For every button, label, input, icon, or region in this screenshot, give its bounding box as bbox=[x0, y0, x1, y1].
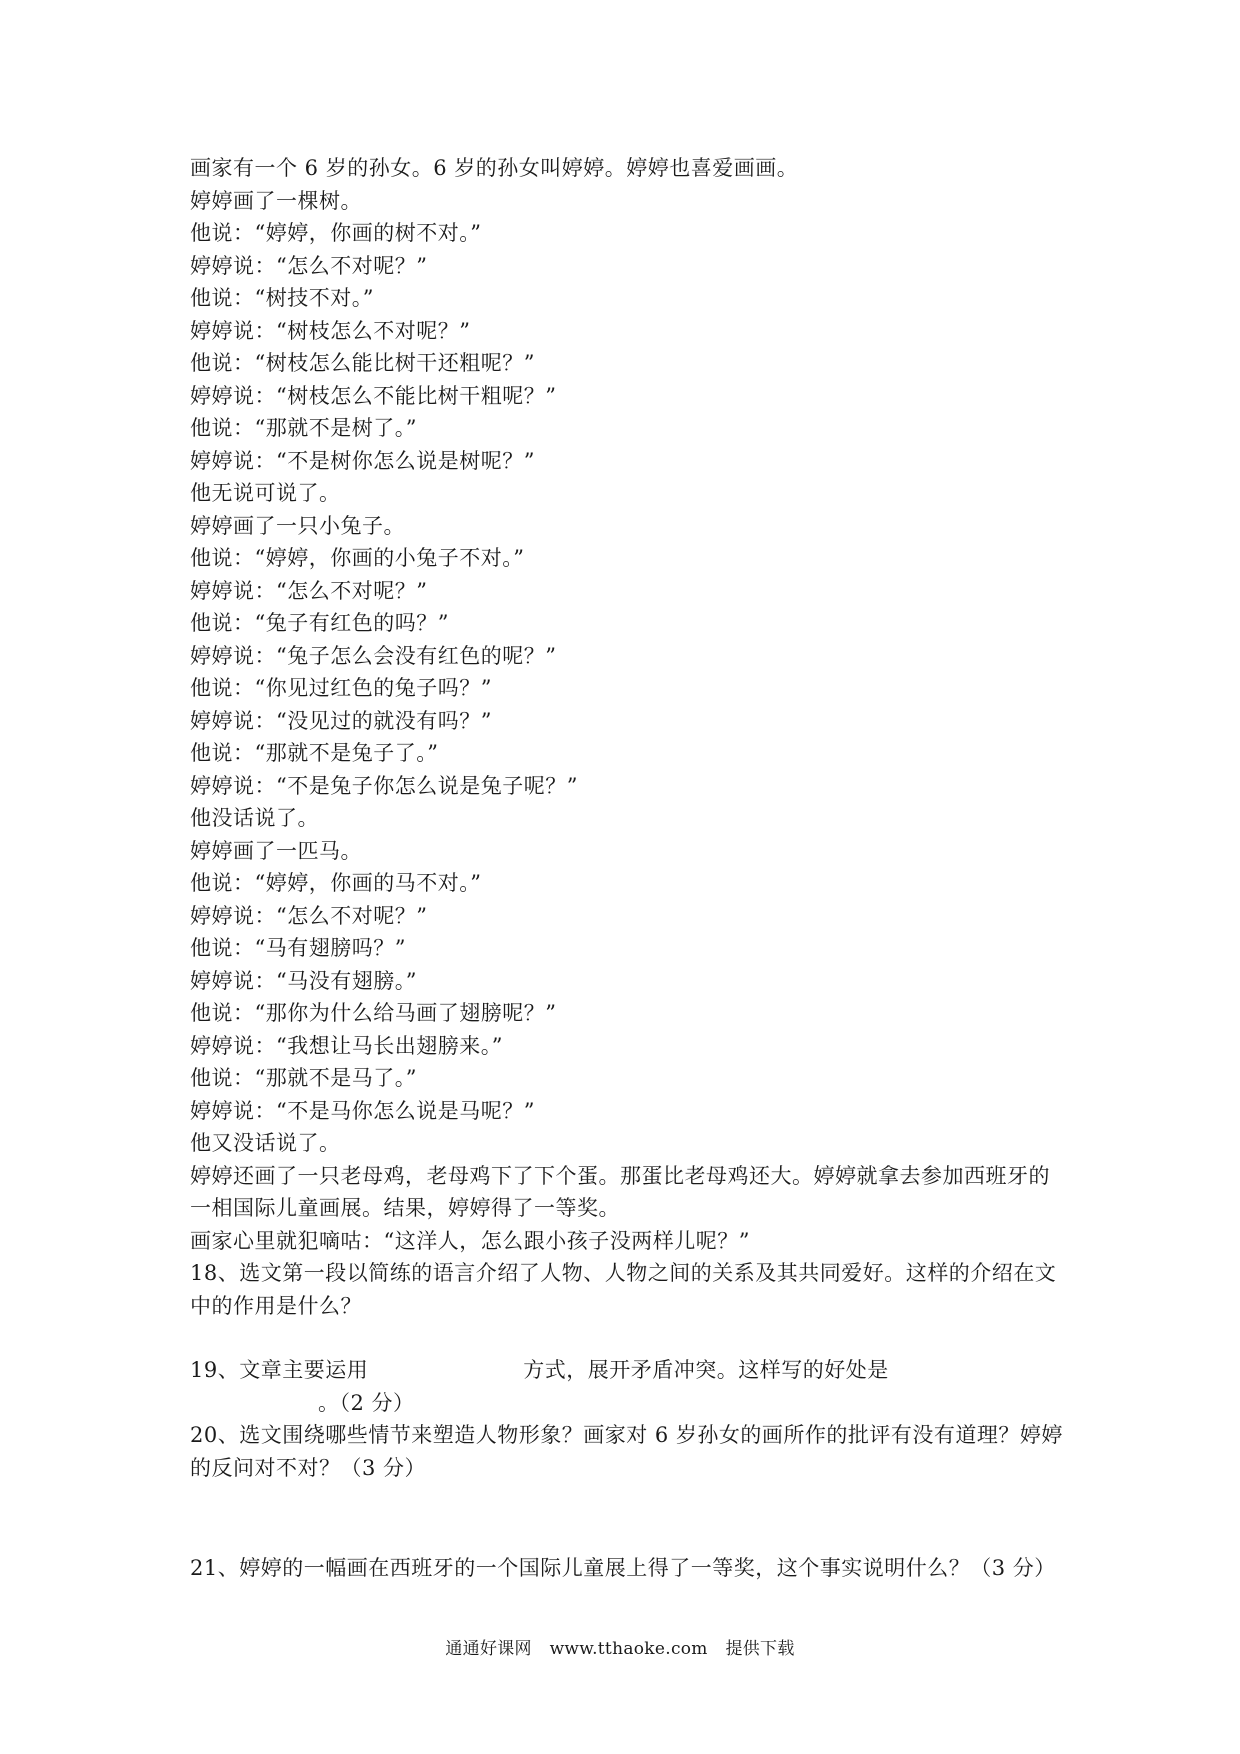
story-line: 婷婷画了一只小兔子。 bbox=[190, 513, 405, 538]
question-20-line-2: 的反问对不对？（3 分） bbox=[190, 1455, 427, 1480]
answer-space-20 bbox=[190, 1484, 1070, 1552]
story-line: 他说：“婷婷，你画的小兔子不对。” bbox=[190, 546, 525, 570]
story-line: 画家心里就犯嘀咕：“这洋人，怎么跟小孩子没两样儿呢？” bbox=[190, 1228, 750, 1253]
footer-site-name: 通通好课网 bbox=[445, 1639, 532, 1659]
story-line: 婷婷说：“怎么不对呢？” bbox=[190, 578, 428, 603]
story-line: 一相国际儿童画展。结果，婷婷得了一等奖。 bbox=[190, 1196, 620, 1220]
question-19-line-1 bbox=[190, 1354, 1070, 1387]
question-19-part-2: 方式，展开矛盾冲突。这样写的好处是 bbox=[523, 1358, 889, 1382]
story-line: 他说：“那就不是兔子了。” bbox=[190, 741, 439, 765]
story-line: 他说：“树技不对。” bbox=[190, 286, 374, 310]
footer-url: www.tthaoke.com bbox=[549, 1639, 708, 1659]
question-20-line-1: 20、选文围绕哪些情节来塑造人物形象？画家对 6 岁孙女的画所作的批评有没有道理？婷婷 bbox=[190, 1423, 1063, 1447]
story-line: 他说：“婷婷，你画的树不对。” bbox=[190, 221, 482, 245]
story-line: 他又没话说了。 bbox=[190, 1131, 341, 1155]
story-line: 他说：“那你为什么给马画了翅膀呢？” bbox=[190, 1001, 557, 1025]
story-line: 婷婷说：“兔子怎么会没有红色的呢？” bbox=[190, 643, 557, 668]
story-line: 他说：“婷婷，你画的马不对。” bbox=[190, 871, 482, 895]
question-19-line-2 bbox=[190, 1387, 1070, 1420]
question-21 bbox=[190, 1552, 1070, 1585]
story-line: 他说：“树枝怎么能比树干还粗呢？” bbox=[190, 351, 535, 375]
story-line: 婷婷说：“不是树你怎么说是树呢？” bbox=[190, 448, 535, 473]
story-line: 他说：“那就不是树了。” bbox=[190, 416, 417, 440]
story-line: 婷婷说：“怎么不对呢？” bbox=[190, 903, 428, 928]
question-18-line-1: 18、选文第一段以简练的语言介绍了人物、人物之间的关系及其共同爱好。这样的介绍在文 bbox=[190, 1261, 1057, 1285]
story-line: 婷婷说：“我想让马长出翅膀来。” bbox=[190, 1033, 503, 1058]
story-line: 婷婷还画了一只老母鸡，老母鸡下了下个蛋。那蛋比老母鸡还大。婷婷就拿去参加西班牙的 bbox=[190, 1163, 1050, 1188]
story-text bbox=[190, 152, 1070, 1257]
story-line: 画家有一个 6 岁的孙女。6 岁的孙女叫婷婷。婷婷也喜爱画画。 bbox=[190, 156, 799, 180]
story-line: 他说：“那就不是马了。” bbox=[190, 1066, 417, 1090]
answer-space-18 bbox=[190, 1322, 1070, 1354]
question-20 bbox=[190, 1419, 1070, 1484]
question-18-line-2: 中的作用是什么？ bbox=[190, 1293, 362, 1318]
story-line: 婷婷说：“没见过的就没有吗？” bbox=[190, 708, 492, 733]
story-line: 婷婷说：“树枝怎么不对呢？” bbox=[190, 318, 471, 343]
story-line: 婷婷说：“树枝怎么不能比树干粗呢？” bbox=[190, 383, 557, 408]
story-line: 婷婷画了一棵树。 bbox=[190, 188, 362, 213]
story-line: 婷婷说：“马没有翅膀。” bbox=[190, 968, 417, 993]
story-line: 他说：“兔子有红色的吗？” bbox=[190, 611, 449, 635]
question-18 bbox=[190, 1257, 1070, 1322]
story-line: 婷婷说：“不是马你怎么说是马呢？” bbox=[190, 1098, 535, 1123]
question-21-line-1: 21、婷婷的一幅画在西班牙的一个国际儿童展上得了一等奖，这个事实说明什么？（3 分） bbox=[190, 1556, 1056, 1580]
story-line: 婷婷画了一匹马。 bbox=[190, 838, 362, 863]
question-19-part-1: 19、文章主要运用 bbox=[190, 1358, 369, 1382]
document-body bbox=[190, 152, 1070, 1585]
story-line: 他说：“马有翅膀吗？” bbox=[190, 936, 406, 960]
story-line: 婷婷说：“怎么不对呢？” bbox=[190, 253, 428, 278]
question-19-part-3: 。（2 分） bbox=[318, 1390, 415, 1415]
page-footer bbox=[0, 1634, 1240, 1659]
footer-suffix: 提供下载 bbox=[725, 1639, 795, 1659]
story-line: 他没话说了。 bbox=[190, 806, 319, 830]
question-19 bbox=[190, 1354, 1070, 1419]
story-line: 他无说可说了。 bbox=[190, 481, 341, 505]
story-line: 婷婷说：“不是兔子你怎么说是兔子呢？” bbox=[190, 773, 578, 798]
story-line: 他说：“你见过红色的兔子吗？” bbox=[190, 676, 492, 700]
